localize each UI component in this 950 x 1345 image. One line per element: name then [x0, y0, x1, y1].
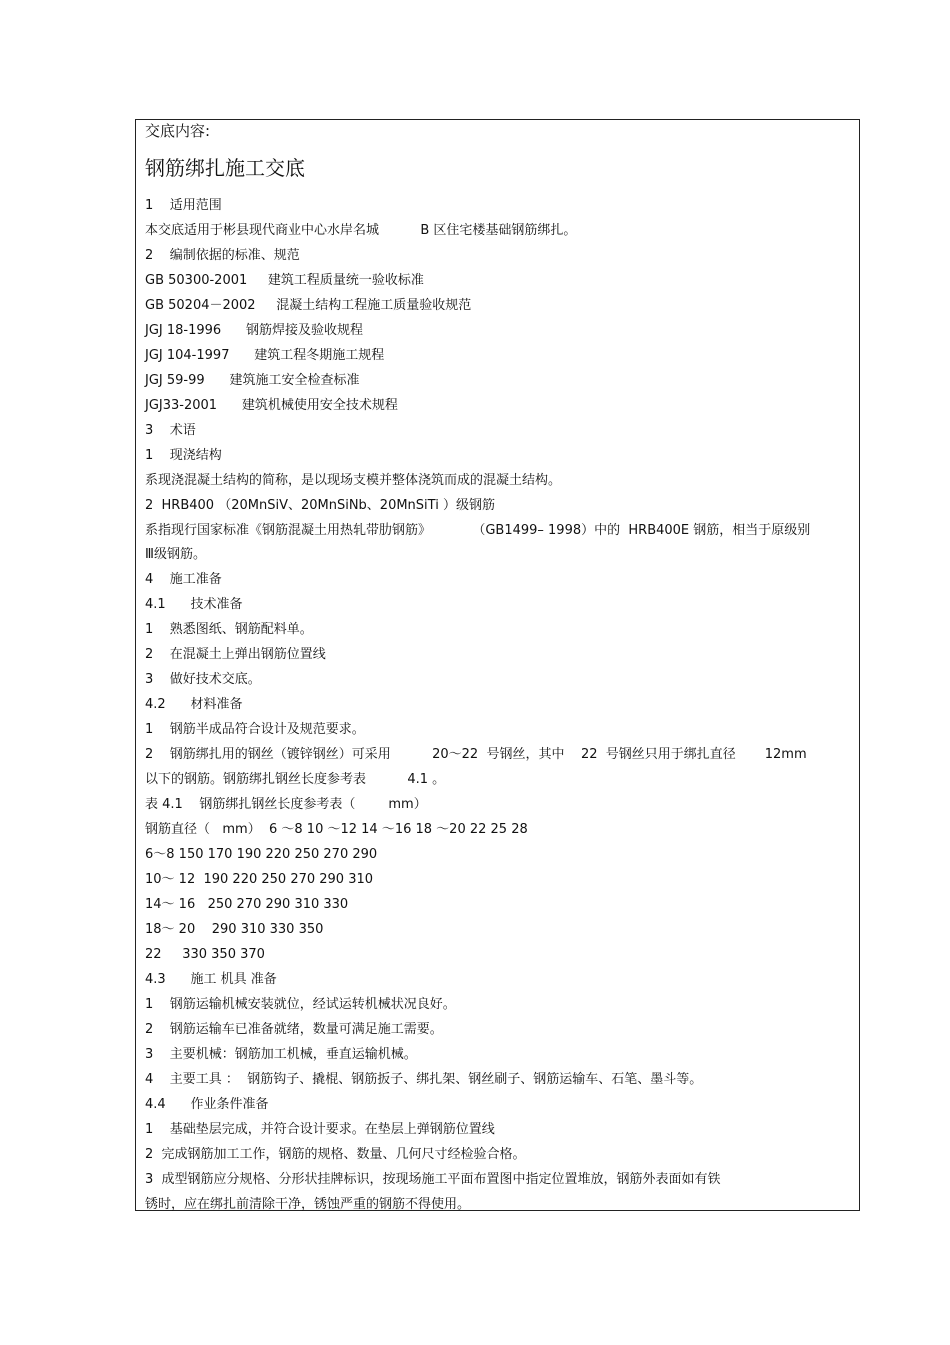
body-line: 3 成型钢筋应分规格、分形状挂牌标识，按现场施工平面布置图中指定位置堆放，钢筋外表面如有铁 [145, 1172, 721, 1187]
body-line: 22 330 350 370 [145, 947, 265, 962]
body-line: 系现浇混凝土结构的简称，是以现场支模并整体浇筑而成的混凝土结构。 [145, 473, 562, 488]
body-line: 18～ 20 290 310 330 350 [145, 922, 324, 937]
body-line: JGJ33-2001 建筑机械使用安全技术规程 [145, 398, 398, 413]
body-line: 1 熟悉图纸、钢筋配料单。 [145, 622, 313, 637]
body-line: 3 主要机械：钢筋加工机械，垂直运输机械。 [145, 1047, 417, 1062]
body-line: 4 施工准备 [145, 572, 222, 587]
body-line: 4.3 施工 机具 准备 [145, 972, 277, 987]
body-line: 14～ 16 250 270 290 310 330 [145, 897, 349, 912]
body-line: 1 现浇结构 [145, 448, 222, 463]
body-line: JGJ 18-1996 钢筋焊接及验收规程 [145, 323, 363, 338]
body-line: Ⅲ级钢筋。 [145, 547, 206, 562]
body-line: 3 做好技术交底。 [145, 672, 261, 687]
body-line: 3 术语 [145, 423, 196, 438]
header-label: 交底内容: [145, 122, 211, 140]
body-line: 1 适用范围 [145, 198, 222, 213]
body-line: GB 50204－2002 混凝土结构工程施工质量验收规范 [145, 298, 472, 313]
body-line: 钢筋直径（ mm） 6 ～8 10 ～12 14 ～16 18 ～20 22 25 28 [145, 822, 528, 837]
body-line: 10～ 12 190 220 250 270 290 310 [145, 872, 374, 887]
body-line: GB 50300-2001 建筑工程质量统一验收标准 [145, 273, 424, 288]
document-title: 钢筋绑扎施工交底 [145, 156, 305, 180]
body-line: 2 完成钢筋加工工作，钢筋的规格、数量、几何尺寸经检验合格。 [145, 1147, 526, 1162]
body-line: 6～8 150 170 190 220 250 270 290 [145, 847, 378, 862]
body-line: 2 HRB400 （20MnSiV、20MnSiNb、20MnSiTi ）级钢筋 [145, 498, 495, 513]
body-line: 1 钢筋运输机械安装就位，经试运转机械状况良好。 [145, 997, 456, 1012]
body-line: 1 钢筋半成品符合设计及规范要求。 [145, 722, 365, 737]
body-line: 系指现行国家标准《钢筋混凝土用热轧带肋钢筋》 （GB1499– 1998）中的 HRB400E 钢筋，相当于原级别 [145, 523, 811, 538]
body-line: 1 基础垫层完成，并符合设计要求。在垫层上弹钢筋位置线 [145, 1122, 495, 1137]
body-line: 以下的钢筋。钢筋绑扎钢丝长度参考表 4.1 。 [145, 772, 446, 787]
body-line: 4.2 材料准备 [145, 697, 243, 712]
body-line: JGJ 104-1997 建筑工程冬期施工规程 [145, 348, 385, 363]
body-line: 本交底适用于彬县现代商业中心水岸名城 B 区住宅楼基础钢筋绑扎。 [145, 223, 577, 238]
body-line: JGJ 59-99 建筑施工安全检查标准 [145, 373, 360, 388]
body-line: 4.1 技术准备 [145, 597, 243, 612]
body-line: 锈时，应在绑扎前清除干净，锈蚀严重的钢筋不得使用。 [145, 1197, 471, 1212]
body-line: 表 4.1 钢筋绑扎钢丝长度参考表（ mm） [145, 797, 427, 812]
content-box [135, 119, 860, 1211]
body-line: 2 钢筋运输车已准备就绪，数量可满足施工需要。 [145, 1022, 443, 1037]
body-line: 4 主要工具 ： 钢筋钩子、撬棍、钢筋扳子、绑扎架、钢丝刷子、钢筋运输车、石笔、墨斗等。 [145, 1072, 703, 1087]
body-line: 4.4 作业条件准备 [145, 1097, 269, 1112]
body-line: 2 在混凝土上弹出钢筋位置线 [145, 647, 326, 662]
body-line: 2 编制依据的标准、规范 [145, 248, 300, 263]
body-line: 2 钢筋绑扎用的钢丝（镀锌钢丝）可采用 20～22 号钢丝，其中 22 号钢丝只用于绑扎直径 12mm [145, 747, 807, 762]
